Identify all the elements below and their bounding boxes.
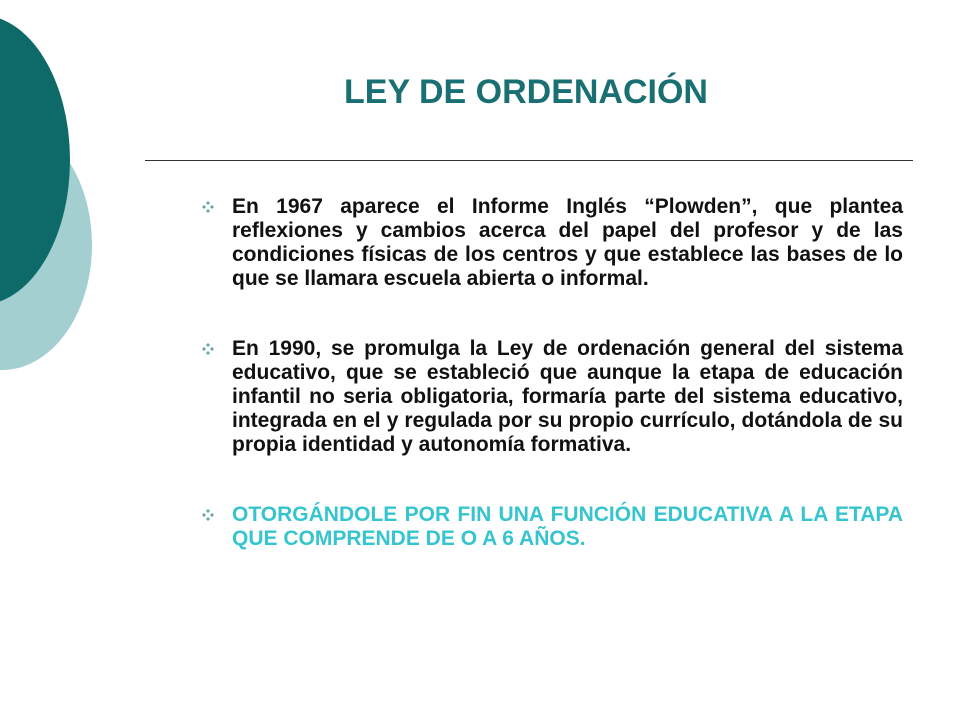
bullet-text: OTORGÁNDOLE POR FIN UNA FUNCIÓN EDUCATIVA A LA ETAPA QUE COMPRENDE DE O A 6 AÑOS.: [232, 503, 903, 550]
four-diamond-bullet-icon: [202, 201, 214, 213]
four-diamond-bullet-icon: [202, 509, 214, 521]
bullet-list: [200, 195, 903, 597]
bullet-item-plowden: [200, 195, 903, 291]
bullet-text: En 1967 aparece el Informe Inglés “Plowden”, que plantea reflexiones y cambios acerca del papel del profesor y de las condiciones físicas de los centros y que establece las bases de lo que se llamara escuela abierta o informal.: [232, 195, 903, 290]
bullet-item-ley-1990: [200, 337, 903, 457]
four-diamond-bullet-icon: [202, 343, 214, 355]
bullet-text: En 1990, se promulga la Ley de ordenación general del sistema educativo, que se estableció que aunque la etapa de educación infantil no seria obligatoria, formaría parte del sistema educativo, integrada en el y regulada por su propio currículo, dotándola de su propia identidad y autonomía formativa.: [232, 337, 903, 456]
bullet-item-funcion-educativa: [200, 503, 903, 551]
title-divider: [145, 160, 913, 161]
slide-title: LEY DE ORDENACIÓN: [344, 73, 708, 111]
